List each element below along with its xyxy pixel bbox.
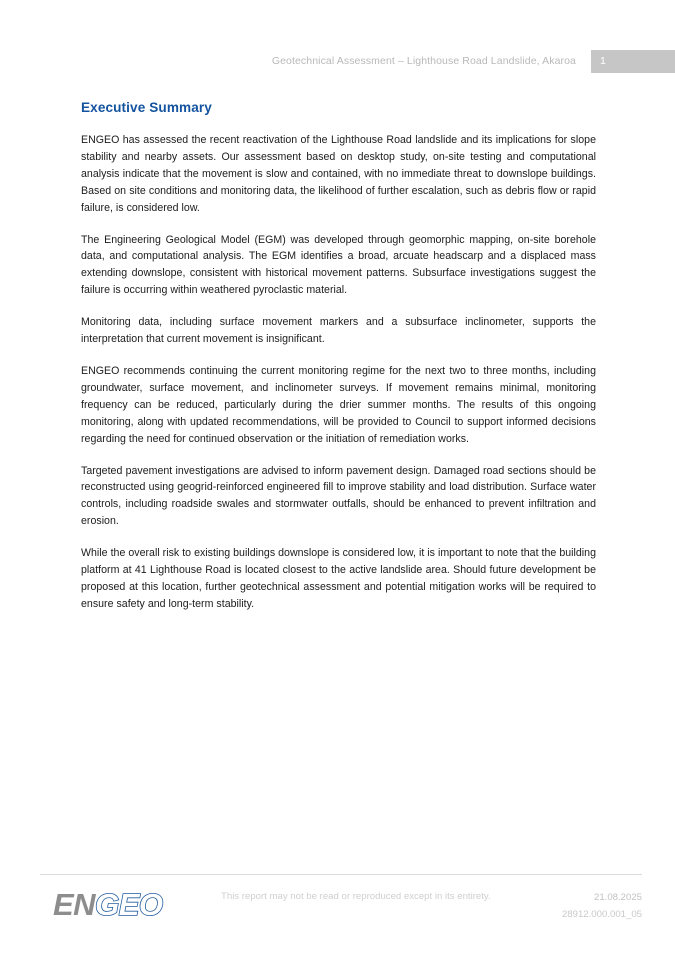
footer-disclaimer: This report may not be read or reproduced except in its entirety. [221,891,491,902]
page-number-box [591,50,675,73]
header-document-title: Geotechnical Assessment – Lighthouse Road Landslide, Akaroa [271,55,576,67]
footer-date: 21.08.2025 [593,892,642,903]
body-paragraph: While the overall risk to existing buildings downslope is considered low, it is important to note that the building platform at 41 Lighthouse Road is located closest to the active landslide area. Should future development be proposed at this location, further geotechnical assessment and potential mitigation works will be required to ensure safety and long-term stability. [81,547,596,610]
body-paragraph: The Engineering Geological Model (EGM) was developed through geomorphic mapping, on-site borehole data, and computational analysis. The EGM identifies a broad, arcuate headscarp and a displaced mass extending downslope, consistent with historical movement patterns. Subsurface investigations suggest the failure is occurring within weathered pyroclastic material. [81,233,596,297]
logo-text-en: EN [53,887,96,922]
footer-divider [40,874,642,875]
body-paragraph: Targeted pavement investigations are advised to inform pavement design. Damaged road sections should be reconstructed using geogrid-reinforced engineered fill to improve stability and load distribution. Surface water controls, including roadside swales and stormwater outfalls, should be enhanced to prevent infiltration and erosion. [81,464,596,528]
logo-text-geo: GEO [95,887,163,922]
page-header [0,50,675,73]
footer-meta [562,889,642,923]
page-number: 1 [600,55,606,68]
page-footer [40,884,642,934]
body-paragraph: Monitoring data, including surface movement markers and a subsurface inclinometer, supports the interpretation that current movement is insignificant. [81,316,596,346]
engeo-logo [53,889,162,920]
footer-document-number: 28912.000.001_05 [561,909,642,920]
section-heading-executive-summary: Executive Summary [81,100,212,115]
body-paragraph: ENGEO has assessed the recent reactivation of the Lighthouse Road landslide and its implications for slope stability and nearby assets. Our assessment based on desktop study, on-site testing and computational analysis indicate that the movement is slow and contained, with no immediate threat to downslope buildings. Based on site conditions and monitoring data, the likelihood of further escalation, such as debris flow or rapid failure, is considered low. [81,134,596,214]
document-body [81,100,596,613]
body-paragraph: ENGEO recommends continuing the current monitoring regime for the next two to three months, including groundwater, surface movement, and inclinometer surveys. If movement remains minimal, monitoring frequency can be reduced, particularly during the drier summer months. The results of this ongoing monitoring, along with updated recommendations, will be provided to Council to support informed decisions regarding the need for continued observation or the initiation of remediation works. [81,364,596,445]
